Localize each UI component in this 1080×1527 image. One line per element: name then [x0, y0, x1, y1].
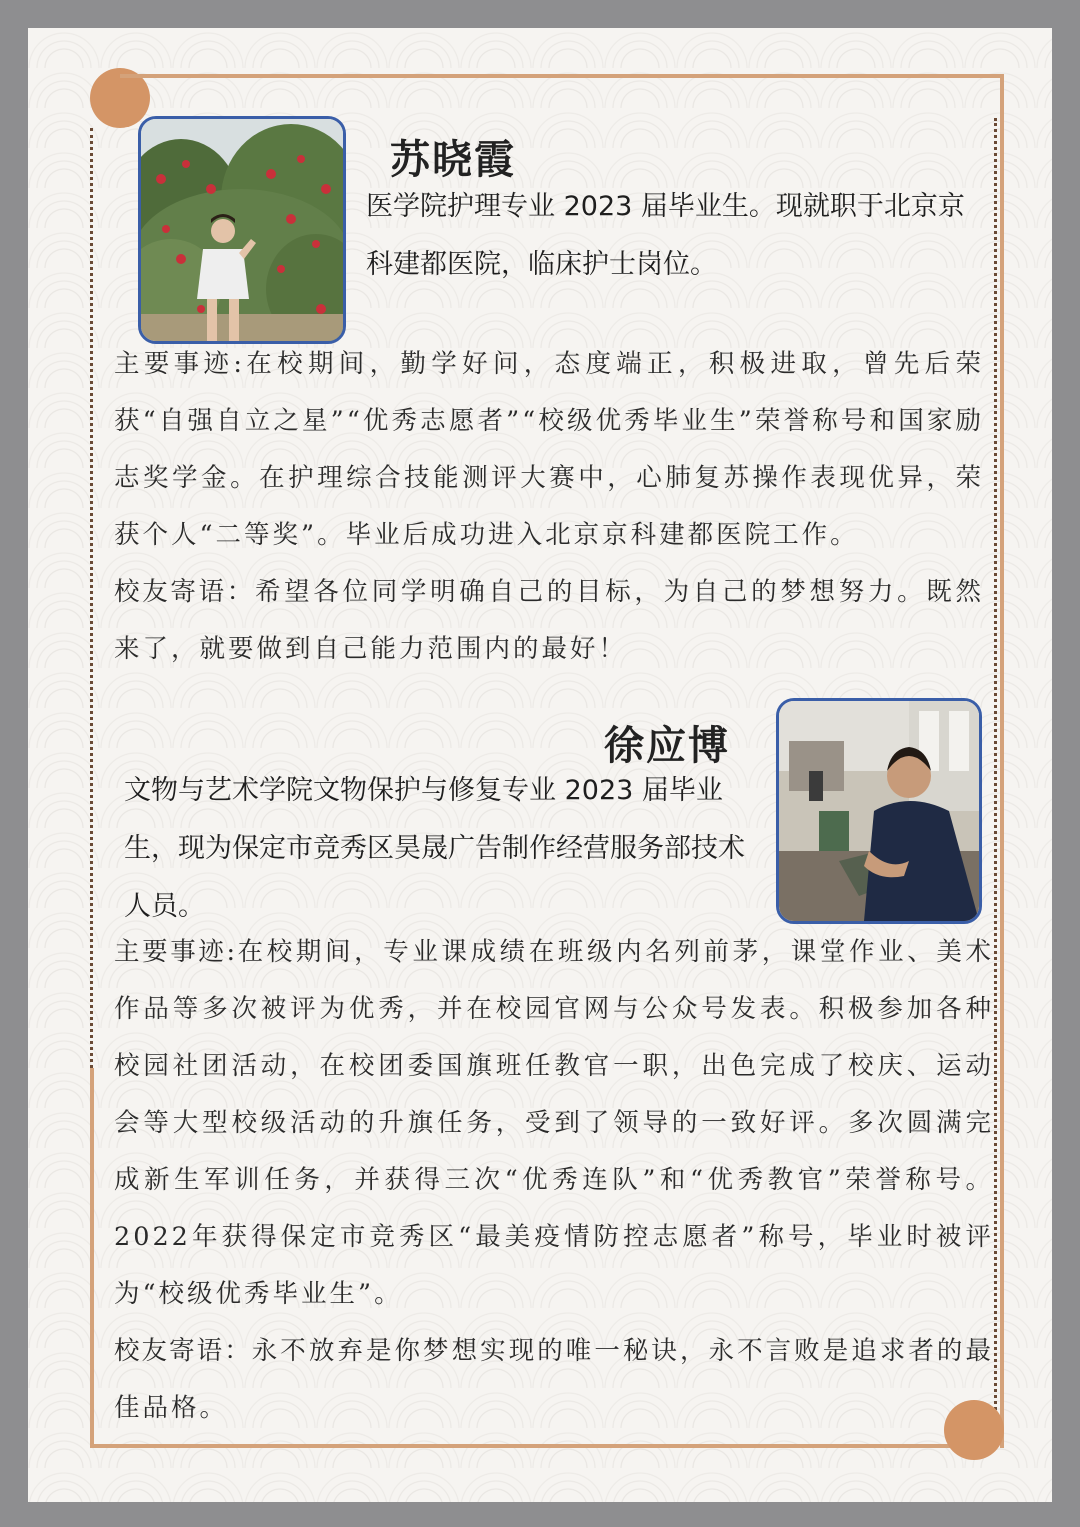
- top-frame-line: [120, 74, 1004, 78]
- message-text: 希望各位同学明确自己的目标，为自己的梦想努力。既然来了，就要做到自己能力范围内的最好！: [114, 577, 984, 664]
- left-frame-line-lower: [90, 1068, 94, 1448]
- profile-name: 徐应博: [604, 723, 730, 769]
- message-text: 永不放弃是你梦想实现的唯一秘诀，永不言败是追求者的最佳品格。: [114, 1336, 994, 1423]
- workshop-portrait-image: [779, 701, 979, 921]
- right-frame-line: [1000, 74, 1004, 1448]
- profile-deeds-and-message: [114, 336, 984, 678]
- deeds-text: 在校期间，勤学好问，态度端正，积极进取，曾先后荣获“自强自立之星”“优秀志愿者”“校级优秀毕业生”荣誉称号和国家励志奖学金。在护理综合技能测评大赛中，心肺复苏操作表现优异，荣获个人“二等奖”。毕业后成功进入北京京科建都医院工作。: [114, 349, 984, 550]
- bottom-frame-line: [90, 1444, 990, 1448]
- profile-photo-xu-yingbo: [776, 698, 982, 924]
- profile-intro: 文物与艺术学院文物保护与修复专业 2023 届毕业生，现为保定市竞秀区昊晟广告制作经营服务部技术人员。: [124, 775, 745, 922]
- poster-page: [28, 28, 1052, 1502]
- left-dotted-border: [90, 128, 93, 1068]
- deeds-text: 在校期间，专业课成绩在班级内名列前茅，课堂作业、美术作品等多次被评为优秀，并在校园官网与公众号发表。积极参加各种校园社团活动，在校团委国旗班任教官一职，出色完成了校庆、运动会等大型校级活动的升旗任务，受到了领导的一致好评。多次圆满完成新生军训任务，并获得三次“优秀连队”和“优秀教官”荣誉称号。2022年获得保定市竞秀区“最美疫情防控志愿者”称号，毕业时被评为“校级优秀毕业生”。: [114, 937, 994, 1309]
- garden-portrait-image: [141, 119, 343, 341]
- message-label: 校友寄语：: [114, 577, 255, 607]
- profile-photo-su-xiaoxia: [138, 116, 346, 344]
- deeds-label: 主要事迹:: [114, 349, 244, 379]
- profile-intro: 医学院护理专业 2023 届毕业生。现就职于北京京科建都医院，临床护士岗位。: [366, 191, 965, 280]
- deeds-label: 主要事迹:: [114, 937, 238, 967]
- message-label: 校友寄语：: [114, 1336, 252, 1366]
- profile-name: 苏晓霞: [390, 137, 516, 183]
- right-dotted-border: [994, 118, 997, 1428]
- profile-deeds-and-message: [114, 924, 994, 1437]
